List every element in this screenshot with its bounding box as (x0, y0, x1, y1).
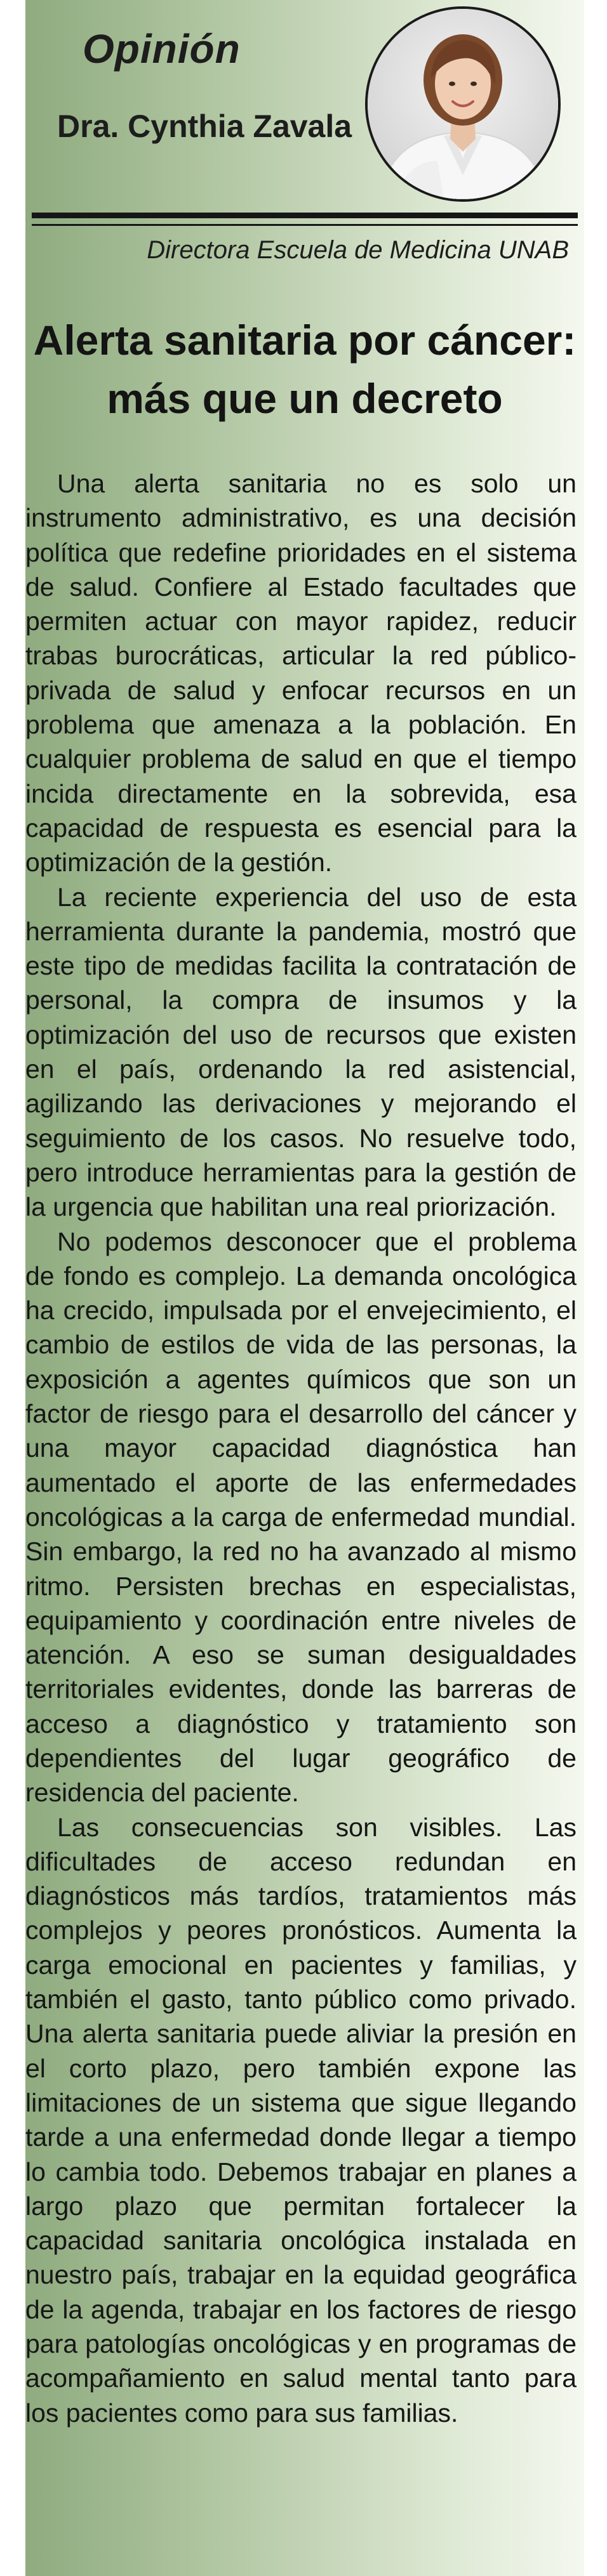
author-name: Dra. Cynthia Zavala (57, 108, 352, 144)
article-title-line-2: más que un decreto (107, 375, 503, 422)
author-role: Directora Escuela de Medicina UNAB (147, 236, 569, 264)
section-label: Opinión (83, 26, 241, 72)
article-body (25, 466, 577, 2430)
opinion-column (25, 0, 584, 2576)
article-paragraph: Una alerta sanitaria no es solo un instrumento administrativo, es una decisión política que redefine prioridades en el sistema de salud. Confiere al Estado facultades que permiten actuar con mayor rapidez, reducir trabas burocráticas, articular la red público-privada de salud y enfocar recursos en un problema que amenaza a la población. En cualquier problema de salud en que el tiempo incida directamente en la sobrevida, esa capacidad de respuesta es esencial para la optimización de la gestión. (25, 469, 577, 877)
article-paragraph: No podemos desconocer que el problema de fondo es complejo. La demanda oncológica ha crecido, impulsada por el envejecimiento, el cambio de estilos de vida de las personas, la exposición a agentes químicos que son un factor de riesgo para el desarrollo del cáncer y una mayor capacidad diagnóstica han aumentado el aporte de las enfermedades oncológicas a la carga de enfermedad mundial. Sin embargo, la red no ha avanzado al mismo ritmo. Persisten brechas en especialistas, equipamiento y coordinación entre niveles de atención. A eso se suman desigualdades territoriales evidentes, donde las barreras de acceso a diagnóstico y tratamiento son dependientes del lugar geográfico de residencia del paciente. (25, 1226, 577, 1808)
header-rule-thin (32, 224, 578, 226)
header-rule-thick (32, 213, 578, 218)
author-portrait-icon (368, 9, 558, 199)
column-header (25, 0, 584, 209)
article-title (25, 311, 584, 428)
article-paragraph: Las consecuencias son visibles. Las dificultades de acceso redundan en diagnósticos más tardíos, tratamientos más complejos y peores pronósticos. Aumenta la carga emocional en pacientes y familias, y también el gasto, tanto público como privado. Una alerta sanitaria puede aliviar la presión en el corto plazo, pero también expone las limitaciones de un sistema que sigue llegando tarde a una enfermedad donde llegar a tiempo lo cambia todo. Debemos trabajar en planes a largo plazo que permitan fortalecer la capacidad sanitaria oncológica instalada en nuestro país, trabajar en la equidad geográfica de la agenda, trabajar en los factores de riesgo para patologías oncológicas y en programas de acompañamiento en salud mental tanto para los pacientes como para sus familias. (25, 1812, 577, 2428)
article-paragraph: La reciente experiencia del uso de esta herramienta durante la pandemia, mostró que este tipo de medidas facilita la contratación de personal, la compra de insumos y la optimización del uso de recursos que existen en el país, ordenando la red asistencial, agilizando las derivaciones y mejorando el seguimiento de los casos. No resuelve todo, pero introduce herramientas para la gestión de la urgencia que habilitan una real priorización. (25, 882, 577, 1222)
article-title-line-1: Alerta sanitaria por cáncer: (33, 317, 577, 364)
author-photo (365, 6, 561, 202)
